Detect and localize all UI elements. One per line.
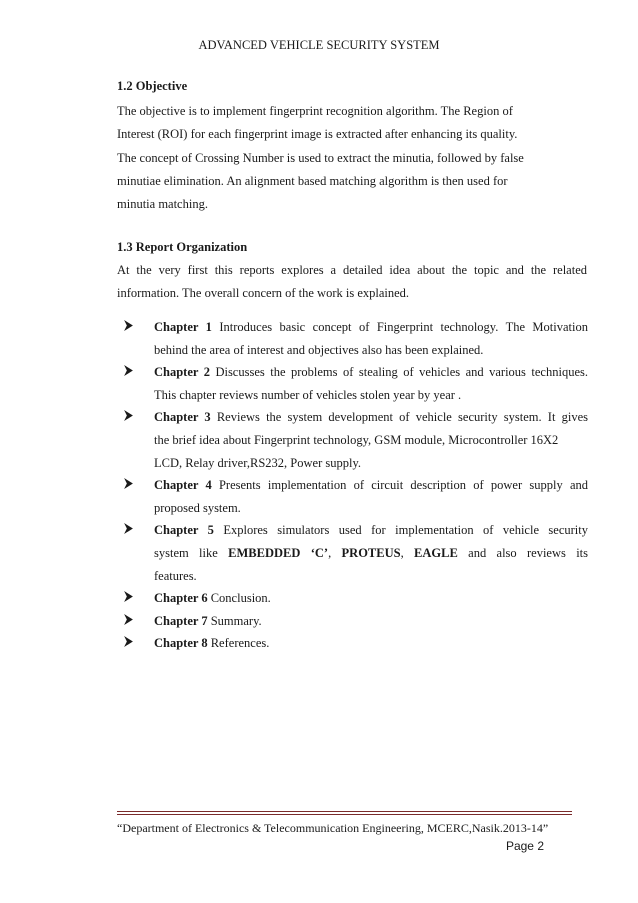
footer-rule	[117, 814, 572, 815]
section-heading-objective: 1.2 Objective	[117, 79, 188, 93]
arrowhead-bullet-icon	[123, 474, 137, 497]
list-item	[123, 316, 588, 361]
arrowhead-bullet-icon	[123, 361, 137, 384]
list-item	[123, 587, 588, 610]
arrowhead-bullet-icon	[123, 406, 137, 429]
organization-line: At the very first this reports explores a detailed idea about the topic and the related	[117, 263, 587, 277]
chapter-text: Introduces basic concept of Fingerprint technology. The Motivation	[211, 320, 588, 334]
list-item	[123, 610, 588, 633]
chapter-text: features.	[154, 568, 197, 583]
separator: ,	[400, 545, 415, 560]
objective-line: The objective is to implement fingerprint recognition algorithm. The Region of	[117, 104, 513, 118]
arrowhead-bullet-icon	[123, 519, 137, 542]
chapter-text: behind the area of interest and objectives also has been explained.	[154, 342, 484, 357]
organization-line: information. The overall concern of the work is explained.	[117, 286, 410, 301]
separator: ,	[328, 545, 342, 560]
chapter-text: Presents implementation of circuit description of power supply and	[211, 478, 588, 493]
objective-line: Interest (ROI) for each fingerprint image is extracted after enhancing its quality.	[117, 127, 518, 142]
list-item	[123, 406, 588, 474]
chapter-text: Conclusion.	[207, 591, 271, 606]
arrowhead-bullet-icon	[123, 316, 137, 339]
list-item	[123, 519, 588, 587]
chapter-label: Chapter 8	[154, 636, 208, 651]
chapter-label: Chapter 7	[154, 613, 208, 628]
organization-paragraph	[117, 259, 587, 306]
footer-rule	[117, 811, 572, 812]
simulator-name: EMBEDDED ‘C’	[228, 545, 329, 560]
simulator-name: PROTEUS	[341, 545, 401, 560]
arrowhead-bullet-icon	[123, 632, 137, 655]
chapter-label: Chapter 4	[154, 478, 212, 493]
chapter-text: proposed system.	[154, 500, 241, 515]
objective-line: minutia matching.	[117, 197, 208, 212]
chapter-text: the brief idea about Fingerprint technology, GSM module, Microcontroller 16X2	[154, 432, 559, 447]
chapter-text: LCD, Relay driver,RS232, Power supply.	[154, 455, 362, 470]
list-item	[123, 361, 588, 406]
chapter-text: system like	[154, 545, 229, 560]
list-item	[123, 632, 588, 655]
chapter-label: Chapter 6	[154, 591, 208, 606]
section-heading-organization: 1.3 Report Organization	[117, 240, 248, 254]
list-item	[123, 474, 588, 519]
chapter-label: Chapter 2	[154, 365, 210, 380]
arrowhead-bullet-icon	[123, 587, 137, 610]
page-number: Page 2	[505, 839, 544, 853]
chapter-text: References.	[207, 636, 270, 651]
simulator-name: EAGLE	[414, 545, 458, 560]
chapter-text: This chapter reviews number of vehicles stolen year by year .	[154, 387, 462, 402]
chapter-label: Chapter 1	[154, 320, 212, 334]
objective-line: The concept of Crossing Number is used to extract the minutia, followed by false	[117, 150, 524, 165]
chapter-text: and also reviews its	[457, 545, 589, 560]
objective-line: minutiae elimination. An alignment based matching algorithm is then used for	[117, 173, 508, 188]
objective-paragraph	[117, 100, 587, 216]
footer-text: “Department of Electronics & Telecommunication Engineering, MCERC,Nasik.2013-14”	[117, 821, 549, 835]
chapter-label: Chapter 3	[154, 410, 211, 425]
chapter-text: Reviews the system development of vehicle security system. It gives	[210, 410, 589, 425]
chapter-text: Summary.	[207, 613, 262, 628]
running-header: ADVANCED VEHICLE SECURITY SYSTEM	[198, 38, 440, 52]
chapter-text: Discusses the problems of stealing of vehicles and various techniques.	[209, 365, 588, 380]
arrowhead-bullet-icon	[123, 610, 137, 633]
chapter-text: Explores simulators used for implementation of vehicle security	[213, 523, 589, 538]
chapter-list	[123, 316, 588, 655]
chapter-label: Chapter 5	[154, 523, 214, 538]
